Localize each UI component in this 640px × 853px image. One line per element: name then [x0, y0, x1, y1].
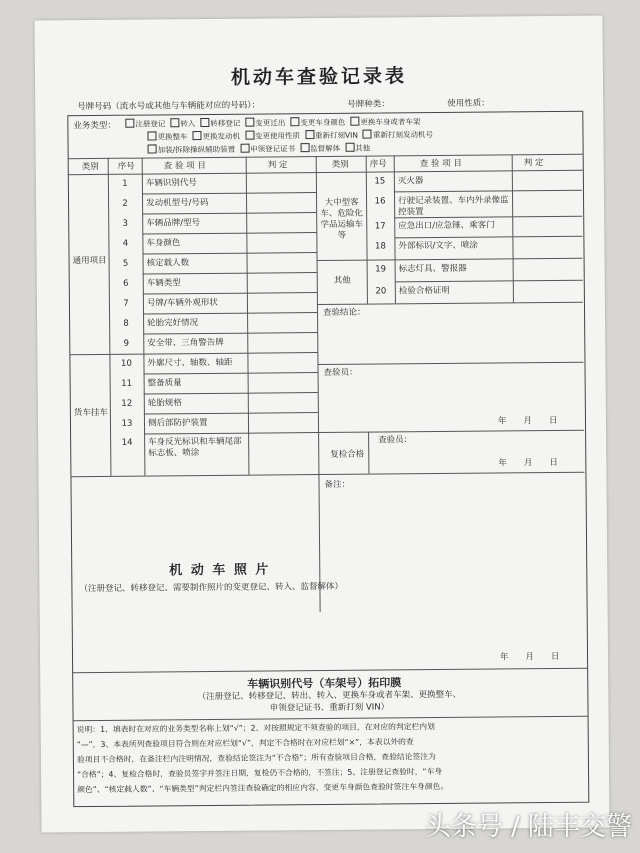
business-option-label: 更换发动机 — [202, 131, 241, 142]
item-name: 车身颜色 — [146, 238, 181, 249]
item-number: 5 — [122, 258, 129, 269]
item-number: 9 — [123, 338, 130, 349]
watermark: 头条号 / 陆丰交警 — [424, 812, 632, 842]
col-item: 查 验 项 目 — [163, 161, 206, 172]
business-option-label: 更换车身或者车架 — [360, 117, 421, 127]
note-line-4: “合格”；4、复检合格时，查验员签字并签注日期，复检仍不合格的，不签注；5、注册登记查验时，“车身 — [77, 766, 443, 780]
remark-label: 备注： — [324, 479, 351, 490]
checkbox-icon[interactable] — [350, 117, 359, 126]
business-option-label: 其他 — [355, 143, 371, 153]
vin-note-2: 申领登记证书、重新打刻 VIN） — [269, 702, 390, 714]
col-item-2: 查 验 项 目 — [419, 158, 462, 170]
photo-note: （注册登记、转移登记、需要制作照片的变更登记、转入、监督解体） — [79, 581, 343, 595]
item-number: 20 — [375, 286, 387, 297]
form-sheet — [34, 16, 609, 833]
business-option-label: 重新打刻VIN — [314, 130, 358, 141]
vin-title: 车辆识别代号（车架号）拓印膜 — [247, 676, 402, 691]
item-name: 轮胎完好情况 — [147, 318, 199, 329]
col-seq: 序号 — [117, 161, 135, 172]
checkbox-icon[interactable] — [245, 118, 254, 127]
business-option[interactable] — [240, 143, 295, 154]
item-name: 外部标识/文字、喷涂 — [398, 240, 478, 252]
item-name: 发动机型号/号码 — [146, 197, 209, 209]
col-judge: 判 定 — [267, 160, 288, 171]
business-option[interactable] — [200, 118, 240, 129]
form-title: 机动车查验记录表 — [230, 65, 408, 89]
recheck-date: 年 月 日 — [498, 457, 558, 469]
item-name: 安全带、三角警告牌 — [147, 337, 224, 349]
checkbox-icon[interactable] — [363, 130, 372, 139]
checkbox-icon[interactable] — [345, 143, 354, 152]
checkbox-icon[interactable] — [125, 119, 134, 128]
business-option[interactable] — [305, 130, 358, 141]
recheck-label: 复检合格 — [330, 449, 365, 460]
category-other: 其他 — [333, 275, 351, 286]
business-option-label: 更换整车 — [157, 132, 188, 142]
vin-note-1: （注册登记、转移登记、转出、转入、更换车身或者车架、更换整车、 — [197, 689, 462, 703]
business-option[interactable] — [345, 143, 370, 154]
item-name: 号牌/车辆外观形状 — [146, 297, 218, 309]
business-option-label: 注册登记 — [135, 119, 166, 129]
category-general: 通用项目 — [72, 255, 107, 267]
business-option-label: 加装/拆除操纵辅助装置 — [157, 144, 236, 155]
checkbox-icon[interactable] — [245, 131, 254, 140]
item-number: 3 — [122, 218, 128, 229]
inspector-date: 年 月 日 — [497, 415, 558, 427]
item-name: 检验合格证明 — [398, 285, 450, 297]
item-name: 应急出口/应急锤、乘客门 — [398, 220, 495, 232]
inspector-label: 查验员： — [323, 367, 358, 378]
conclusion-label: 查验结论： — [322, 307, 366, 318]
checkbox-icon[interactable] — [305, 130, 314, 139]
col-category: 类别 — [81, 161, 99, 173]
item-name: 车辆品牌/型号 — [146, 218, 201, 229]
plate-type-label: 号牌种类： — [347, 99, 390, 110]
checkbox-icon[interactable] — [170, 118, 179, 127]
item-number: 13 — [121, 418, 133, 429]
checkbox-icon[interactable] — [200, 118, 209, 127]
item-number: 15 — [374, 176, 386, 187]
item-name: 侧后部防护装置 — [147, 417, 208, 429]
item-number: 6 — [123, 278, 129, 289]
item-name: 外廓尺寸、轴数、轴距 — [147, 357, 233, 369]
business-option[interactable] — [290, 117, 345, 128]
checkbox-icon[interactable] — [192, 131, 201, 140]
item-number: 10 — [121, 358, 132, 369]
business-option-label: 申领登记证书 — [250, 144, 296, 154]
item-name: 车辆识别代号 — [145, 178, 197, 189]
remark-date: 年 月 日 — [500, 651, 560, 663]
col-category-2: 类别 — [331, 159, 349, 170]
item-number: 7 — [123, 298, 129, 309]
business-row-3 — [148, 143, 376, 156]
business-option[interactable] — [147, 131, 187, 142]
note-line-2: “—”，3、本表所列查验项目符合则在对应栏划“√”，判定不合格时在对应栏划“×”，本表以外的查 — [76, 737, 414, 750]
checkbox-icon[interactable] — [148, 144, 157, 153]
category-truck: 货车挂车 — [73, 407, 108, 419]
item-number: 16 — [374, 196, 386, 207]
item-name: 整备质量 — [147, 378, 182, 389]
col-judge-2: 判 定 — [523, 158, 544, 169]
usage-label: 使用性质： — [447, 98, 490, 109]
checkbox-icon[interactable] — [147, 131, 156, 140]
item-name: 行驶记录装置、车内外录像监控装置 — [398, 195, 509, 218]
plate-number-label: 号牌号码（流水号或其他与车辆能对应的号码）： — [77, 100, 261, 113]
business-option[interactable] — [125, 118, 165, 129]
business-option[interactable] — [148, 144, 236, 156]
business-option-label: 变更使用性质 — [254, 131, 301, 141]
item-name: 核定载人数 — [146, 258, 190, 269]
item-number: 14 — [121, 437, 133, 448]
item-number: 18 — [374, 241, 386, 252]
note-line-3: 验项目不合格时，在备注栏内注明情况，查验结论签注为“不合格”；所有查验项目合格，查验结论签注为 — [76, 752, 436, 765]
checkbox-icon[interactable] — [240, 144, 249, 153]
business-option-label: 变更迁出 — [255, 118, 286, 128]
item-number: 11 — [121, 378, 133, 389]
col-seq-2: 序号 — [369, 159, 387, 170]
business-option[interactable] — [245, 130, 300, 141]
item-number: 1 — [122, 178, 128, 189]
business-option[interactable] — [192, 131, 240, 142]
item-name: 车身反光标识和车辆尾部标志板、喷涂 — [148, 436, 242, 459]
item-number: 2 — [122, 198, 128, 209]
business-option-label: 转移登记 — [210, 118, 241, 128]
photo-title: 机 动 车 照 片 — [169, 562, 271, 579]
recheck-inspector-label: 查验员： — [378, 435, 413, 446]
checkbox-icon[interactable] — [300, 143, 309, 152]
business-option-label: 转入 — [180, 119, 196, 129]
item-number: 8 — [123, 318, 129, 329]
business-option-label: 重新打刻发动机号 — [372, 130, 433, 140]
item-name: 标志灯具、警报器 — [398, 263, 467, 275]
item-number: 19 — [375, 264, 387, 275]
business-type-label: 业务类型： — [73, 120, 116, 132]
checkbox-icon[interactable] — [290, 117, 299, 126]
note-line-5: 颜色”、“核定载人数”、“车辆类型”判定栏内签注查验确定的相应内容，变更车身颜色查验时签注车身颜色。 — [77, 781, 449, 795]
business-option[interactable] — [363, 129, 433, 141]
category-bus: 大中型客车、危险化学品运输车等 — [320, 197, 364, 241]
item-number: 12 — [121, 398, 133, 409]
business-option[interactable] — [350, 116, 420, 128]
item-number: 17 — [374, 221, 386, 232]
item-number: 4 — [122, 238, 129, 249]
business-option-label: 监督解体 — [310, 143, 341, 154]
item-name: 灭火器 — [397, 176, 424, 187]
business-option-label: 变更车身颜色 — [300, 117, 346, 128]
business-option[interactable] — [245, 117, 285, 128]
item-name: 车辆类型 — [146, 278, 181, 289]
business-option[interactable] — [170, 118, 195, 129]
item-name: 轮胎规格 — [147, 398, 182, 409]
business-option[interactable] — [300, 143, 340, 154]
note-line-1: 说明：1、填表时在对应的业务类型名称上划“√”；2、对按照规定不须查验的项目，在对应的判定栏内划 — [76, 722, 435, 735]
